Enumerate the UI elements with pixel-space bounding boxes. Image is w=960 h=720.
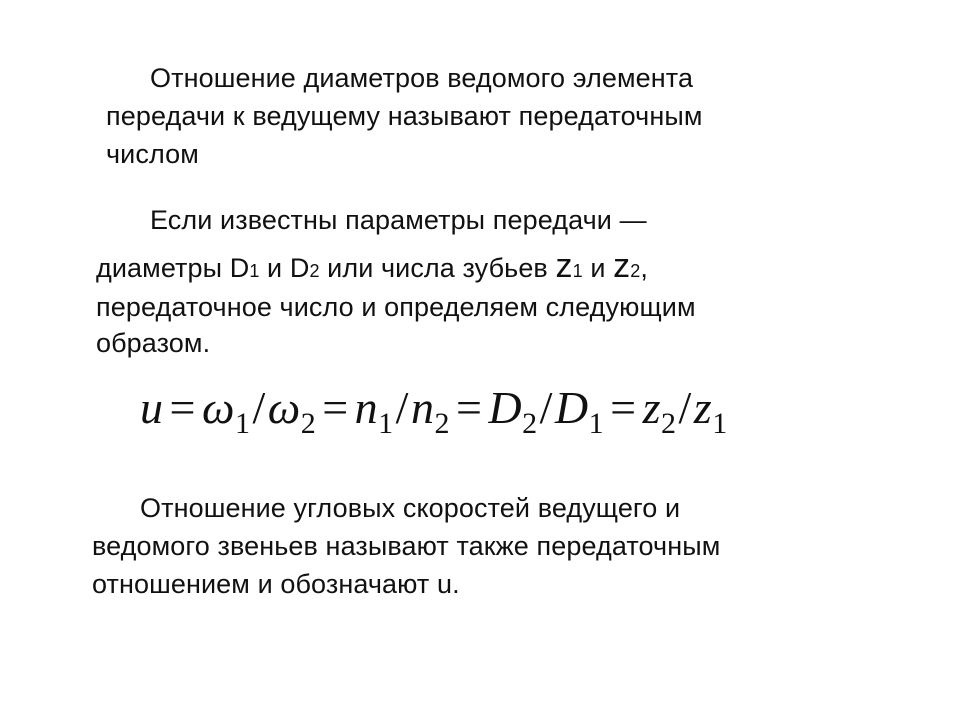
formula-slash-4: / bbox=[678, 382, 692, 433]
definition-line-2: передачи к ведущему называют передаточным bbox=[106, 101, 703, 131]
formula-z-1-index: 1 bbox=[712, 407, 728, 440]
formula-n-2: n bbox=[410, 382, 435, 433]
gear-ratio-formula bbox=[140, 378, 728, 438]
angular-speed-line-1: Отношение угловых скоростей ведущего и bbox=[140, 493, 681, 523]
formula-slash-2: / bbox=[395, 382, 409, 433]
parameters-line-2 bbox=[96, 249, 696, 290]
formula-slash-3: / bbox=[539, 382, 553, 433]
parameters-line-1: Если известны параметры передачи — bbox=[150, 205, 647, 235]
formula-equals-3: = bbox=[455, 382, 483, 433]
text-comma: , bbox=[640, 253, 648, 283]
formula-omega-2-index: 2 bbox=[300, 407, 317, 440]
definition-line-1: Отношение диаметров ведомого элемента bbox=[150, 63, 694, 93]
formula-equals-1: = bbox=[169, 382, 196, 433]
text-diameters: диаметры D bbox=[96, 253, 250, 283]
parameters-line-3: передаточное число и определяем следующим bbox=[96, 292, 696, 322]
angular-speed-line-2: ведомого звеньев называют также передаточным bbox=[92, 531, 721, 561]
parameters-line-4: образом. bbox=[96, 328, 211, 358]
d1-subscript: 1 bbox=[249, 261, 260, 281]
z2-subscript: 2 bbox=[630, 261, 641, 281]
text-and: и bbox=[582, 253, 614, 283]
formula-z-2: z bbox=[642, 382, 661, 433]
formula-d-1-index: 1 bbox=[588, 407, 605, 440]
angular-speed-paragraph bbox=[92, 489, 720, 603]
formula-z-1: z bbox=[693, 382, 713, 433]
z1-symbol: z bbox=[555, 247, 573, 285]
formula-omega-1: ω bbox=[201, 382, 235, 433]
formula-u: u bbox=[140, 382, 164, 433]
formula-n-1: n bbox=[354, 382, 379, 433]
formula-d-2: D bbox=[488, 382, 523, 433]
text-and-d: и D bbox=[259, 253, 310, 283]
formula-n-2-index: 2 bbox=[434, 407, 450, 440]
formula-omega-2: ω bbox=[267, 382, 301, 433]
definition-paragraph bbox=[106, 59, 703, 173]
formula-z-2-index: 2 bbox=[661, 407, 677, 440]
d2-subscript: 2 bbox=[309, 261, 320, 281]
z1-subscript: 1 bbox=[572, 261, 583, 281]
formula-d-2-index: 2 bbox=[522, 407, 538, 440]
formula-equals-2: = bbox=[322, 382, 349, 433]
definition-line-3: числом bbox=[106, 139, 199, 169]
angular-speed-line-3: отношением и обозначают u. bbox=[92, 569, 460, 599]
formula-omega-1-index: 1 bbox=[234, 407, 251, 440]
formula-d-1: D bbox=[554, 382, 589, 433]
parameters-paragraph bbox=[96, 201, 696, 356]
text-teeth-count: или числа зубьев bbox=[319, 253, 556, 283]
z2-symbol: z bbox=[613, 247, 631, 285]
formula-n-1-index: 1 bbox=[378, 407, 394, 440]
formula-slash-1: / bbox=[252, 382, 266, 433]
formula-equals-4: = bbox=[610, 382, 637, 433]
